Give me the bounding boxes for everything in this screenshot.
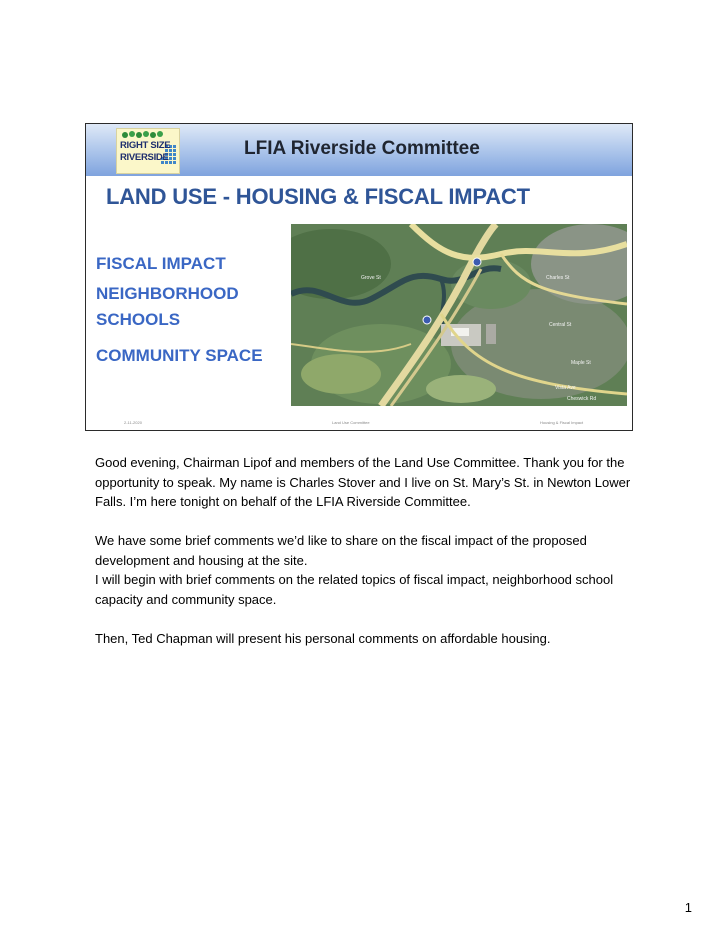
svg-text:Vista Ave: Vista Ave: [555, 385, 576, 391]
topic-community-space: COMMUNITY SPACE: [96, 346, 263, 365]
topic-fiscal-impact: FISCAL IMPACT: [96, 254, 226, 273]
notes-paragraph-closing: Then, Ted Chapman will present his personal comments on affordable housing.: [95, 630, 551, 646]
svg-text:Central St: Central St: [549, 322, 572, 328]
right-size-riverside-logo: [116, 128, 180, 174]
slide-title: LFIA Riverside Committee: [244, 138, 480, 159]
topic-neighborhood: NEIGHBORHOOD: [96, 284, 239, 303]
notes-paragraph-intro: Good evening, Chairman Lipof and members of the Land Use Committee. Thank you for the opportunity to speak. My name is Charles Stover and I live on St. Mary’s St. in Newton Lower Falls. I’m here tonight on behalf of the LFIA Riverside Committee.: [95, 455, 631, 509]
svg-text:Cheswick Rd: Cheswick Rd: [567, 396, 597, 402]
slide-footer-date: 2-11-2020: [124, 420, 142, 425]
slide-subtitle: LAND USE - HOUSING & FISCAL IMPACT: [106, 184, 530, 209]
topic-schools: SCHOOLS: [96, 310, 181, 329]
svg-text:Grove St: Grove St: [361, 275, 381, 281]
notes-paragraph-comments: We have some brief comments we’d like to share on the fiscal impact of the proposed development and housing at the site.: [95, 533, 587, 568]
slide-thumbnail: [85, 123, 633, 431]
speaker-notes: [95, 453, 635, 648]
slide-header: [86, 124, 632, 176]
svg-text:Maple St: Maple St: [571, 360, 591, 366]
slide-footer-topic: Housing & Fiscal Impact: [540, 420, 584, 425]
svg-text:Charles St: Charles St: [546, 275, 570, 281]
logo-line-2: RIVERSIDE: [120, 152, 169, 163]
logo-line-1: RIGHT SIZE: [120, 140, 171, 151]
slide-footer-committee: Land Use Committee: [332, 420, 370, 425]
page-number: 1: [684, 900, 692, 915]
notes-paragraph-topics: I will begin with brief comments on the related topics of fiscal impact, neighborhood school capacity and community space.: [95, 572, 614, 607]
aerial-map-image: [291, 224, 627, 406]
